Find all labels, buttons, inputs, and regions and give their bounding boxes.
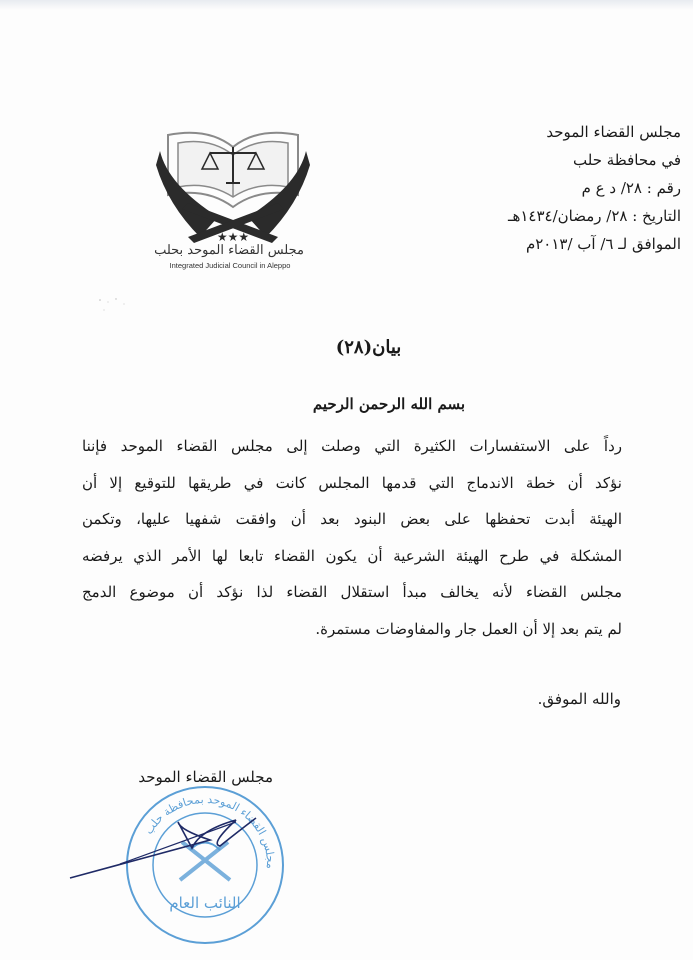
- stamp-ring-text: مجلس القضاء الموحد بمحافظة حلب: [142, 792, 278, 869]
- body-line: رداً على الاستفسارات الكثيرة التي وصلت إلى مجلس القضاء الموحد فإننا: [82, 437, 622, 455]
- body-line: نؤكد أن خطة الاندماج التي قدمها المجلس كانت في طريقها للتوقيع إلا أن: [82, 473, 622, 492]
- body-line: مجلس القضاء لأنه يخالف مبدأ استقلال القضاء لذا نؤكد أن موضوع الدمج: [82, 583, 622, 601]
- signatory-title: مجلس القضاء الموحد: [138, 768, 273, 786]
- scan-speckle: [96, 296, 136, 316]
- basmala: بسم الله الرحمن الرحيم: [312, 395, 465, 413]
- letterhead-info: [451, 118, 681, 258]
- logo-name-arabic: مجلس القضاء الموحد بحلب: [154, 243, 304, 258]
- hijri-date: التاريخ : ٢٨/ رمضان/١٤٣٤هـ: [508, 207, 681, 225]
- logo-name-english: Integrated Judicial Council in Aleppo: [169, 261, 291, 270]
- body-line: المشكلة في طرح الهيئة الشرعية أن يكون القضاء تابعا لها الأمر الذي يرفضه: [82, 546, 622, 565]
- statement-title-text: بيان(٢٨): [335, 337, 402, 358]
- scan-edge: [0, 0, 693, 10]
- closing-phrase: والله الموفق.: [537, 690, 621, 708]
- statement-title: [0, 337, 693, 358]
- council-location: في محافظة حلب: [573, 151, 681, 169]
- reference-number: رقم : ٢٨/ د ع م: [581, 179, 681, 197]
- handwritten-signature-icon: [60, 800, 260, 890]
- svg-text:★★★: ★★★: [216, 230, 250, 244]
- stamp-center-text: النائب العام: [169, 894, 241, 912]
- body-line: الهيئة أبدت تحفظها على بعض البنود بعد أن وافقت شفهيا عليها، وتكمن: [82, 510, 622, 528]
- council-name: مجلس القضاء الموحد: [546, 123, 681, 141]
- statement-body: [82, 428, 622, 647]
- gregorian-date: الموافق لـ ٦/ آب /٢٠١٣م: [525, 235, 681, 253]
- body-line: لم يتم بعد إلا أن العمل جار والمفاوضات مستمرة.: [315, 619, 622, 638]
